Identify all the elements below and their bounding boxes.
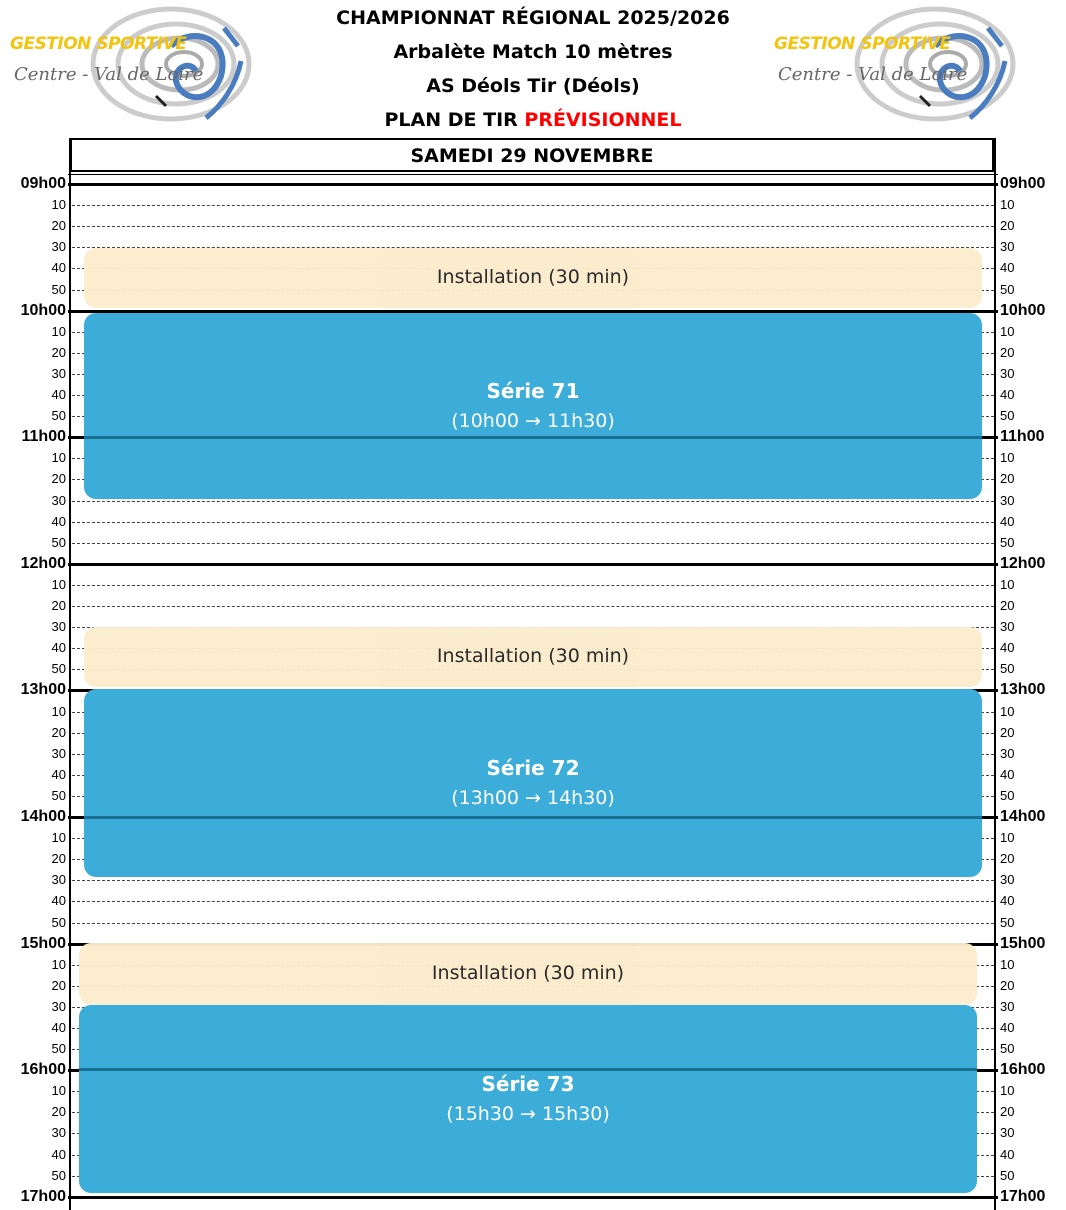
minute-label-left: 30 [51,1125,66,1140]
minute-label-right: 20 [1000,345,1015,360]
minute-label-left: 50 [51,915,66,930]
minute-label-right: 10 [1000,450,1015,465]
minute-label-left: 20 [51,471,66,486]
minute-label-left: 50 [51,1041,66,1056]
hour-label-left: 14h00 [20,808,66,825]
hour-label-right: 16h00 [1000,1061,1046,1079]
minute-label-left: 10 [51,830,66,845]
minute-label-right: 20 [1000,218,1015,233]
minute-label-left: 20 [51,218,66,233]
minute-label-right: 50 [1000,282,1015,297]
minute-label-right: 40 [1000,514,1015,529]
day-banner: SAMEDI 29 NOVEMBRE [70,138,994,172]
hour-line [68,1196,998,1199]
minute-label-left: 10 [51,577,66,592]
serie-72-block [84,689,982,877]
minute-label-left: 50 [51,535,66,550]
hour-line [79,1068,977,1071]
minute-label-right: 40 [1000,640,1015,655]
minute-label-right: 30 [1000,872,1015,887]
club-title: AS Déols Tir (Déols) [426,75,640,97]
minute-label-right: 30 [1000,239,1015,254]
logo-text-top: GESTION SPORTIVE [10,34,187,54]
hour-line [84,816,982,819]
minute-label-left: 30 [51,493,66,508]
minute-label-left: 50 [51,661,66,676]
minute-label-right: 40 [1000,1020,1015,1035]
serie-73-title: Série 73 [481,1072,575,1096]
minute-label-left: 10 [51,324,66,339]
minute-line [72,880,994,881]
serie-71-title: Série 71 [486,379,580,403]
minute-label-left: 40 [51,387,66,402]
minute-label-left: 30 [51,872,66,887]
minute-label-right: 50 [1000,1041,1015,1056]
minute-line [72,226,994,227]
hour-label-left: 15h00 [20,934,66,952]
minute-label-left: 20 [51,1104,66,1119]
minute-label-left: 10 [51,450,66,465]
plan-title [0,109,1066,131]
minute-label-right: 40 [1000,767,1015,782]
minute-label-left: 20 [51,851,66,866]
championship-title: CHAMPIONNAT RÉGIONAL 2025/2026 [336,7,730,29]
minute-label-left: 30 [51,999,66,1014]
minute-label-right: 40 [1000,893,1015,908]
page-header [0,0,1066,136]
serie-73-time: (15h30 → 15h30) [446,1103,610,1125]
minute-label-left: 30 [51,239,66,254]
hour-line [68,183,998,186]
hour-label-right: 11h00 [1000,428,1045,446]
serie-72-title: Série 72 [486,756,580,780]
minute-label-left: 50 [51,788,66,803]
minute-label-right: 50 [1000,535,1015,550]
minute-label-left: 20 [51,725,66,740]
minute-label-right: 50 [1000,788,1015,803]
frame-left-line [69,138,71,1210]
minute-label-right: 50 [1000,915,1015,930]
hour-label-right: 10h00 [1000,301,1046,319]
hour-label-left: 13h00 [20,681,66,699]
minute-label-right: 50 [1000,661,1015,676]
installation-block [84,627,982,687]
installation-block [79,943,977,1005]
hour-label-right: 17h00 [1000,1187,1046,1205]
minute-label-left: 30 [51,746,66,761]
minute-label-left: 10 [51,957,66,972]
minute-label-right: 10 [1000,1083,1015,1098]
hour-label-left: 11h00 [21,428,66,446]
minute-label-left: 20 [51,978,66,993]
hour-label-right: 14h00 [1000,808,1046,825]
plan-status-label: PRÉVISIONNEL [524,109,682,131]
logo-text-bottom: Centre - Val de Loire [14,64,204,85]
banner-underline [68,174,998,175]
minute-label-right: 30 [1000,619,1015,634]
minute-label-right: 20 [1000,1104,1015,1119]
minute-line [72,543,994,544]
minute-label-right: 40 [1000,260,1015,275]
hour-line [84,436,982,439]
logo-text-top: GESTION SPORTIVE [774,34,951,54]
minute-label-right: 10 [1000,577,1015,592]
serie-71-block [84,313,982,499]
plan-title-prefix: PLAN DE TIR [384,109,525,131]
minute-label-right: 30 [1000,746,1015,761]
serie-72-time: (13h00 → 14h30) [451,787,615,809]
minute-label-left: 10 [51,1083,66,1098]
minute-label-right: 30 [1000,999,1015,1014]
minute-label-right: 20 [1000,598,1015,613]
minute-label-right: 40 [1000,387,1015,402]
hour-label-right: 12h00 [1000,554,1046,572]
minute-line [72,923,994,924]
minute-label-left: 40 [51,260,66,275]
minute-label-right: 30 [1000,366,1015,381]
hour-label-right: 15h00 [1000,934,1046,952]
minute-label-right: 20 [1000,851,1015,866]
serie-73-block [79,1005,977,1193]
hour-label-left: 09h00 [20,175,66,192]
minute-label-right: 10 [1000,324,1015,339]
minute-label-left: 10 [51,197,66,212]
minute-label-left: 50 [51,408,66,423]
hour-label-right: 13h00 [1000,681,1046,699]
logo-text-bottom: Centre - Val de Loire [778,64,968,85]
hour-label-left: 17h00 [20,1187,66,1205]
minute-label-right: 30 [1000,1125,1015,1140]
minute-label-right: 10 [1000,957,1015,972]
hour-label-left: 16h00 [20,1061,66,1079]
minute-label-right: 10 [1000,830,1015,845]
minute-line [72,501,994,502]
hour-line [68,563,998,566]
minute-label-right: 50 [1000,1168,1015,1183]
minute-label-left: 50 [51,1168,66,1183]
event-title: Arbalète Match 10 mètres [393,41,673,63]
frame-right-line [994,138,996,1210]
hour-label-left: 12h00 [20,554,66,572]
installation-label: Installation (30 min) [436,266,630,288]
minute-label-right: 40 [1000,1147,1015,1162]
hour-label-left: 10h00 [20,301,66,319]
minute-label-left: 40 [51,514,66,529]
minute-line [72,585,994,586]
minute-label-left: 40 [51,893,66,908]
minute-label-left: 50 [51,282,66,297]
minute-label-left: 40 [51,640,66,655]
installation-label: Installation (30 min) [436,645,630,667]
minute-label-left: 40 [51,1147,66,1162]
minute-line [72,205,994,206]
minute-label-right: 20 [1000,725,1015,740]
minute-label-right: 50 [1000,408,1015,423]
minute-label-left: 20 [51,598,66,613]
installation-label: Installation (30 min) [431,962,625,984]
minute-label-right: 10 [1000,197,1015,212]
minute-label-right: 20 [1000,978,1015,993]
minute-label-left: 30 [51,619,66,634]
minute-label-left: 40 [51,1020,66,1035]
minute-label-left: 10 [51,704,66,719]
minute-label-right: 10 [1000,704,1015,719]
minute-label-right: 30 [1000,493,1015,508]
hour-label-right: 09h00 [1000,175,1046,192]
minute-label-left: 40 [51,767,66,782]
minute-line [72,606,994,607]
minute-label-right: 20 [1000,471,1015,486]
serie-71-time: (10h00 → 11h30) [451,410,615,432]
minute-label-left: 30 [51,366,66,381]
minute-line [72,522,994,523]
installation-block [84,248,982,308]
minute-line [72,901,994,902]
minute-label-left: 20 [51,345,66,360]
